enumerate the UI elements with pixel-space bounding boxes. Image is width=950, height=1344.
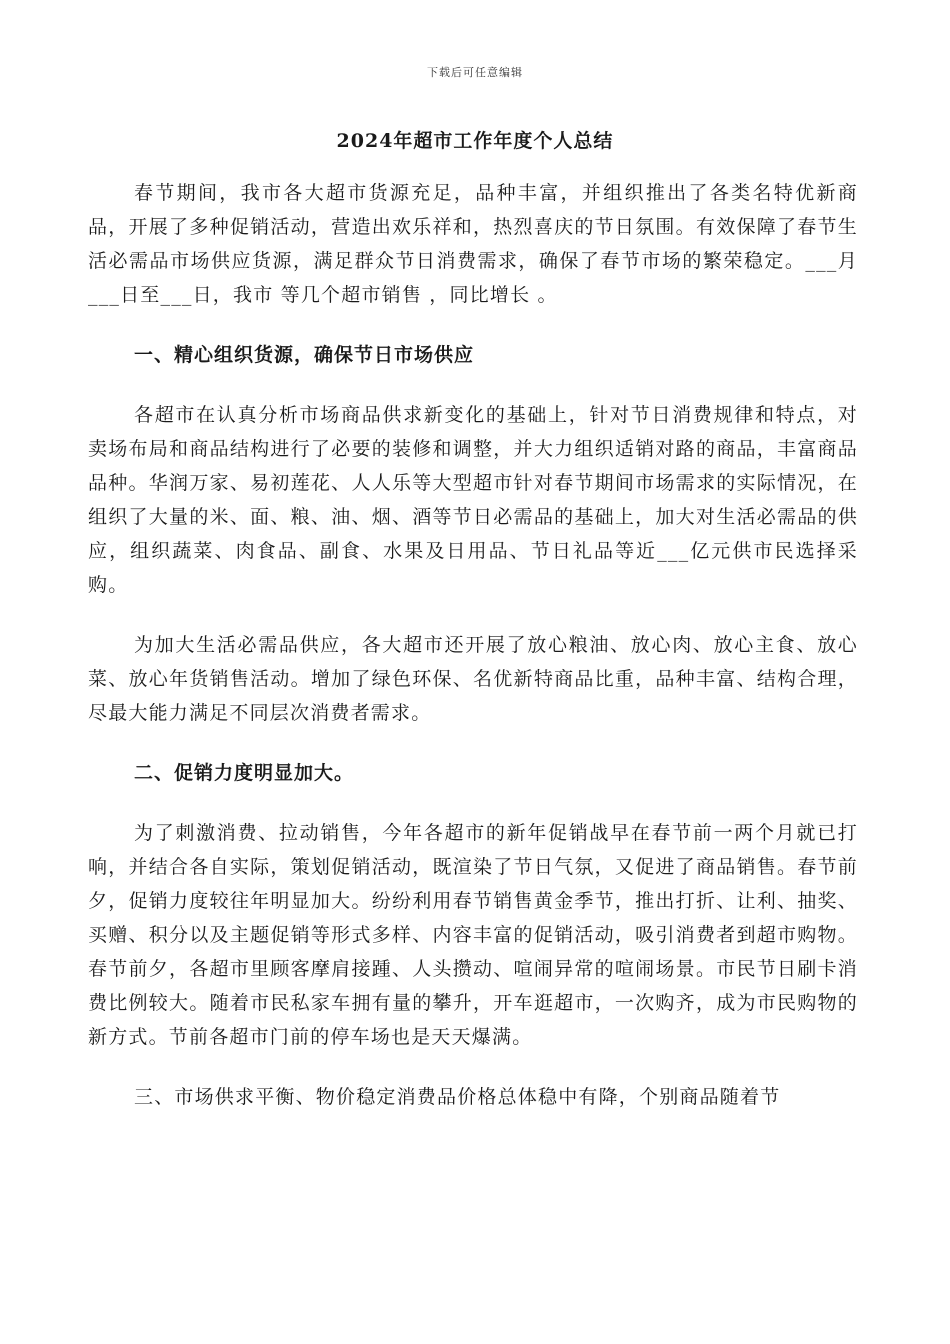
document-title: 2024年超市工作年度个人总结 <box>336 130 614 152</box>
paragraph-section1-a: 各超市在认真分析市场商品供求新变化的基础上，针对节日消费规律和特点，对卖场布局和商品结构进行了必要的装修和调整，并大力组织适销对路的商品，丰富商品品种。华润万家、易初莲花、人人乐等大型超市针对春节期间市场需求的实际情况，在组织了大量的米、面、粮、油、烟、酒等节日必需品的基础上，加大对生活必需品的供应，组织蔬菜、肉食品、副食、水果及日用品、节日礼品等近___亿元供市民选择采购。 <box>88 404 858 596</box>
section-heading-1: 一、精心组织货源，确保节日市场供应 <box>134 344 475 366</box>
paragraph-section3-start: 三、市场供求平衡、物价稳定消费品价格总体稳中有降，个别商品随着节 <box>134 1086 781 1108</box>
section-heading-2: 二、促销力度明显加大。 <box>134 762 355 784</box>
paragraph-section1-b: 为加大生活必需品供应，各大超市还开展了放心粮油、放心肉、放心主食、放心菜、放心年货销售活动。增加了绿色环保、名优新特商品比重，品种丰富、结构合理，尽最大能力满足不同层次消费者需求。 <box>88 634 858 724</box>
document-body <box>88 176 858 1140</box>
paragraph-section2: 为了刺激消费、拉动销售，今年各超市的新年促销战早在春节前一两个月就已打响，并结合各自实际，策划促销活动，既渲染了节日气氛，又促进了商品销售。春节前夕，促销力度较往年明显加大。纷纷利用春节销售黄金季节，推出打折、让利、抽奖、买赠、积分以及主题促销等形式多样、内容丰富的促销活动，吸引消费者到超市购物。春节前夕，各超市里顾客摩肩接踵、人头攒动、喧闹异常的喧闹场景。市民节日刷卡消费比例较大。随着市民私家车拥有量的攀升，开车逛超市，一次购齐，成为市民购物的新方式。节前各超市门前的停车场也是天天爆满。 <box>88 822 858 1048</box>
paragraph-intro: 春节期间，我市各大超市货源充足，品种丰富，并组织推出了各类名特优新商品，开展了多种促销活动，营造出欢乐祥和，热烈喜庆的节日氛围。有效保障了春节生活必需品市场供应货源，满足群众节日消费需求，确保了春节市场的繁荣稳定。___月___日至___日，我市 等几个超市销售 ，同比增长 。 <box>88 182 858 306</box>
header-note: 下载后可任意编辑 <box>427 66 523 79</box>
